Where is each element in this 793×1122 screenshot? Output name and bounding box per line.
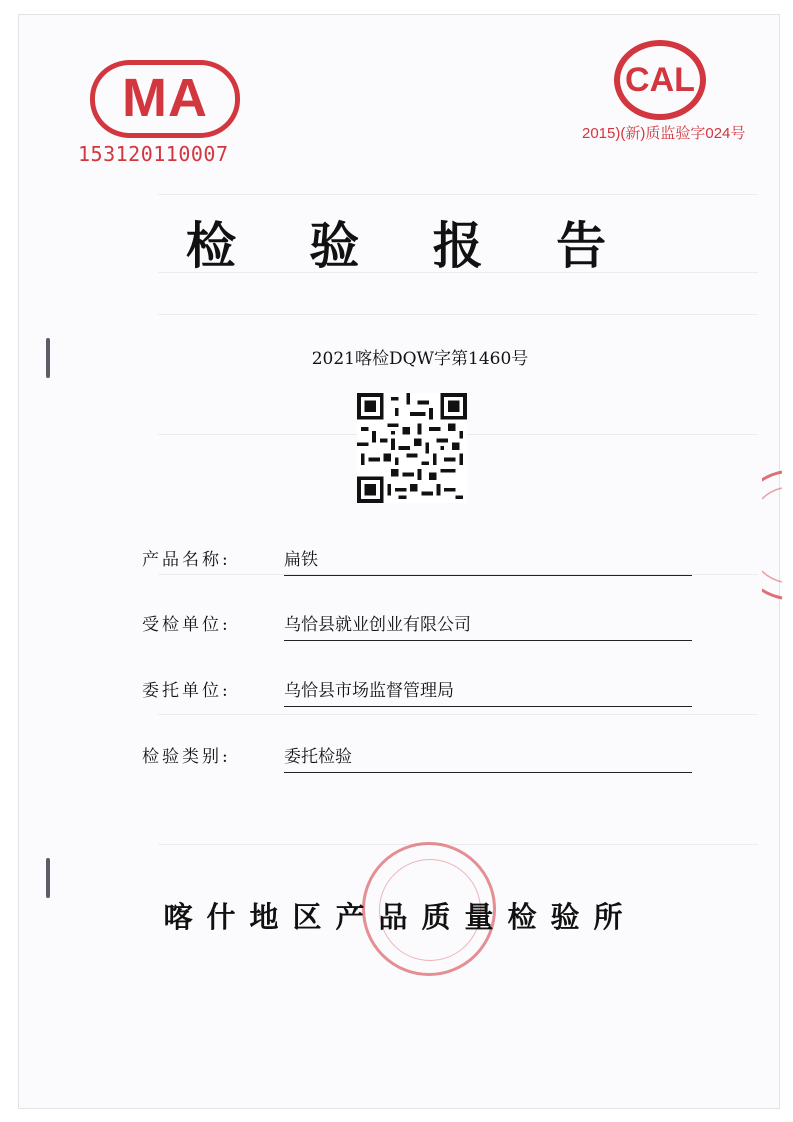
underline (284, 706, 692, 707)
staple-bottom (46, 858, 50, 898)
field-value: 委托检验 (284, 747, 352, 767)
field-value: 乌恰县就业创业有限公司 (284, 615, 471, 635)
field-value: 乌恰县市场监督管理局 (284, 681, 454, 701)
cma-stamp (78, 60, 258, 172)
field-value: 扁铁 (284, 550, 318, 570)
bleed-line (158, 194, 758, 195)
cma-number: 153120110007 (78, 142, 229, 166)
underline (284, 640, 692, 641)
field-inspection-type (142, 742, 698, 784)
field-inspected-unit (142, 610, 698, 652)
cal-stamp (576, 40, 756, 150)
cma-mark: MA (90, 60, 240, 138)
field-product-name (142, 545, 698, 587)
paging-seal-icon (762, 470, 784, 600)
bleed-line (158, 314, 758, 315)
issuing-organization: 喀什地区产品质量检验所 (163, 900, 637, 934)
field-label: 检验类别: (142, 747, 231, 767)
report-number: 2021喀检DQW字第1460号 (311, 349, 529, 369)
field-label: 委托单位: (142, 681, 231, 701)
cal-mark: CAL (614, 40, 706, 120)
underline (284, 575, 692, 576)
field-label: 受检单位: (142, 615, 231, 635)
page-title: 检 验 报 告 (185, 217, 635, 275)
cal-number: 2015)(新)质监验字024号 (582, 125, 746, 142)
qr-code-icon (357, 393, 467, 503)
underline (284, 772, 692, 773)
bleed-line (158, 844, 758, 845)
staple-top (46, 338, 50, 378)
field-entrusting-unit (142, 676, 698, 718)
field-label: 产品名称: (142, 550, 231, 570)
